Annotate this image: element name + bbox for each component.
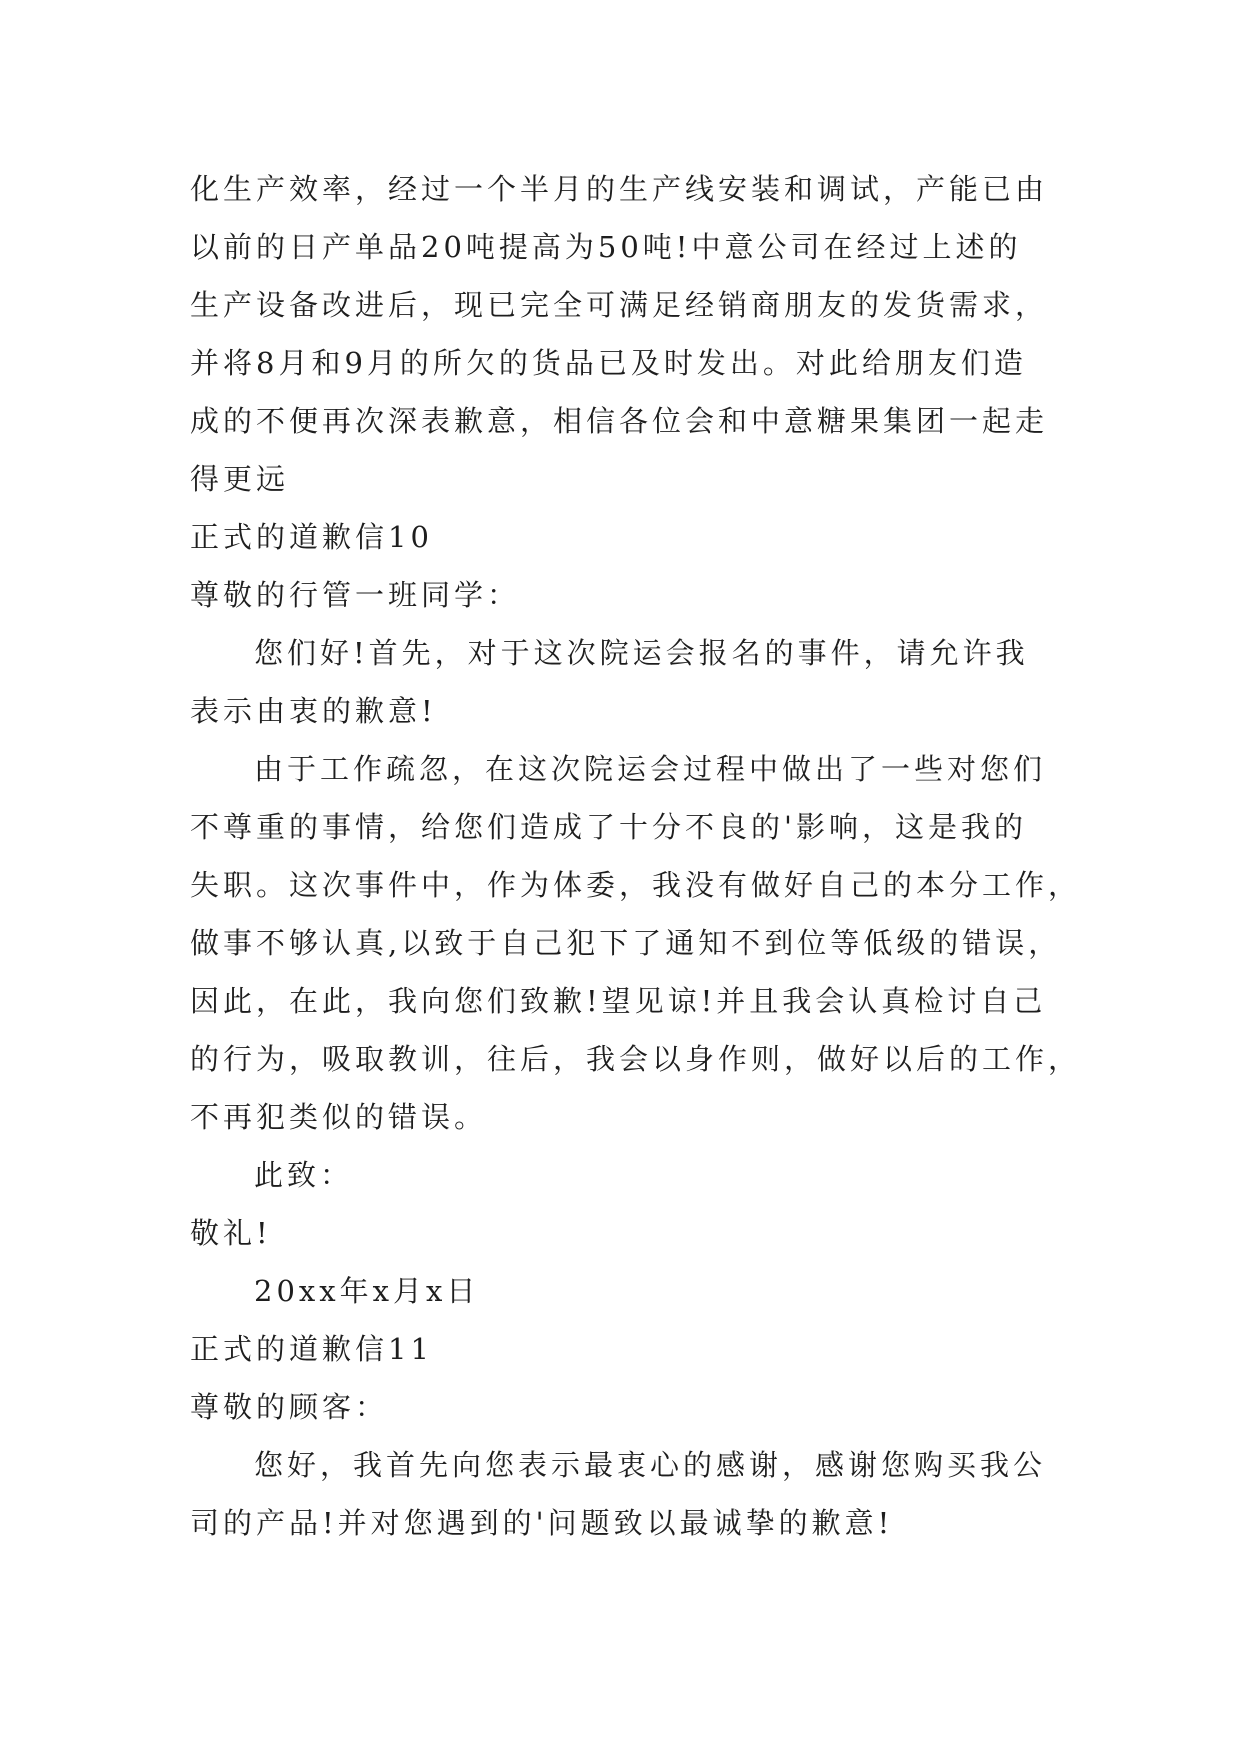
text-line: 您们好!首先，对于这次院运会报名的事件，请允许我 [254,636,1029,670]
text-line: 以前的日产单品20吨提高为50吨!中意公司在经过上述的 [190,230,1022,264]
text-line: 的行为，吸取教训，往后，我会以身作则，做好以后的工作， [190,1042,1082,1076]
text-line: 因此，在此，我向您们致歉!望见谅!并且我会认真检讨自己 [190,984,1047,1018]
text-line: 您好，我首先向您表示最衷心的感谢，感谢您购买我公 [254,1448,1047,1482]
text-line: 表示由衷的歉意! [190,694,437,728]
section-heading-11: 正式的道歉信11 [190,1332,433,1366]
text-line: 并将8月和9月的所欠的货品已及时发出。对此给朋友们造 [190,346,1027,380]
text-line: 得更远 [190,462,290,496]
closing: 此致： [254,1158,354,1192]
text-line: 失职。这次事件中，作为体委，我没有做好自己的本分工作， [190,868,1082,902]
text-line: 不再犯类似的错误。 [190,1100,488,1134]
section-heading-10: 正式的道歉信10 [190,520,433,554]
text-line: 由于工作疏忽，在这次院运会过程中做出了一些对您们 [254,752,1047,786]
text-line: 生产设备改进后，现已完全可满足经销商朋友的发货需求， [190,288,1049,322]
text-line: 成的不便再次深表歉意，相信各位会和中意糖果集团一起走 [190,404,1049,438]
text-line: 不尊重的事情，给您们造成了十分不良的'影响，这是我的 [190,810,1027,844]
text-line: 做事不够认真,以致于自己犯下了通知不到位等低级的错误， [190,926,1062,960]
text-line: 化生产效率，经过一个半月的生产线安装和调试，产能已由 [190,172,1049,206]
document-body [190,160,1082,1552]
closing-regards: 敬礼! [190,1216,272,1250]
salutation: 尊敬的行管一班同学： [190,578,521,612]
text-line: 司的产品!并对您遇到的'问题致以最诚挚的歉意! [190,1506,894,1540]
salutation: 尊敬的顾客： [190,1390,389,1424]
date-line: 20xx年x月x日 [254,1274,480,1308]
